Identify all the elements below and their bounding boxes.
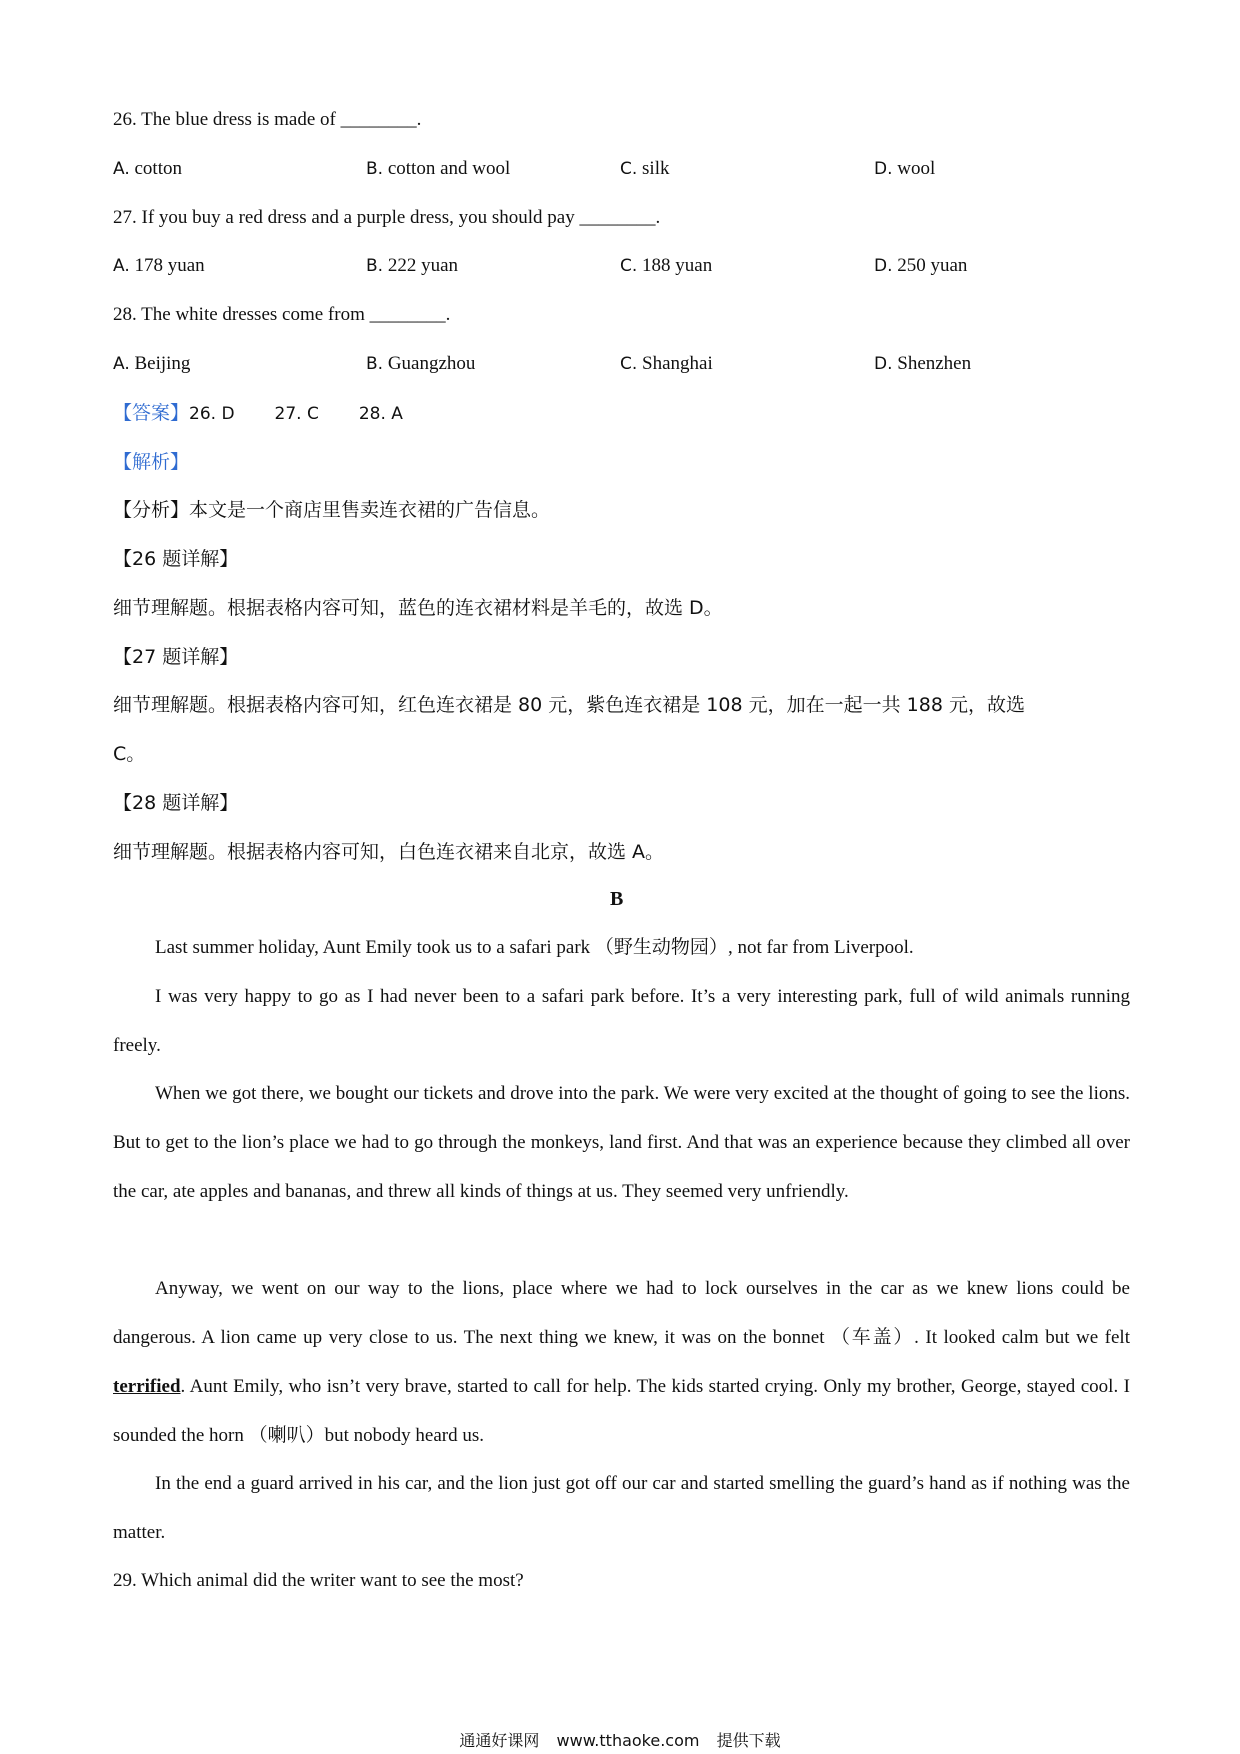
question-27-option-c — [620, 253, 712, 279]
option-text: 250 yuan — [897, 255, 968, 276]
p4-cn-gloss-bonnet: （车盖） — [831, 1326, 915, 1348]
question-26-stem: 26. The blue dress is made of ________. — [113, 109, 422, 130]
p5-text: In the end a guard arrived in his car, and the lion just got off our car and started smelling the guard’s hand as if nothing was the matter. — [113, 1473, 1130, 1543]
option-text: Guangzhou — [387, 353, 476, 374]
passage-paragraph-1 — [113, 923, 1130, 972]
detail-26-heading: 【26 题详解】 — [113, 548, 239, 570]
answer-label: 【答案】 — [113, 402, 190, 424]
option-text: Shenzhen — [897, 353, 972, 374]
answer-item: 28. A — [358, 404, 403, 424]
option-text: cotton and wool — [387, 158, 511, 179]
passage-paragraph-5 — [113, 1459, 1130, 1557]
option-letter: A. — [113, 354, 130, 374]
section-b-title: B — [610, 888, 624, 910]
option-letter: C. — [620, 159, 638, 179]
p2-text: I was very happy to go as I had never been to a safari park before. It’s a very interesting park, full of wild animals running freely. — [113, 986, 1130, 1056]
question-27-option-b — [366, 253, 458, 279]
question-28-option-d — [874, 351, 971, 377]
option-letter: D. — [874, 354, 893, 374]
option-text: 222 yuan — [387, 255, 459, 276]
answer-item: 27. C — [274, 404, 319, 424]
option-text: wool — [897, 158, 936, 179]
question-26-option-c — [620, 156, 669, 182]
option-letter: C. — [620, 354, 638, 374]
question-27-option-a — [113, 253, 205, 279]
option-letter: B. — [366, 159, 384, 179]
question-28-stem: 28. The white dresses come from ________. — [113, 304, 451, 325]
p4-text-a: Anyway, we went on our way to the lions, place where we had to lock ourselves in the car as we knew lions could be dangerous. A lion came up very close to us. The next thing we knew, it was on the bonnet — [113, 1278, 1130, 1348]
option-letter: D. — [874, 256, 893, 276]
option-letter: A. — [113, 256, 130, 276]
answer-item: 26. D — [189, 404, 235, 424]
question-27-option-d — [874, 253, 967, 279]
p4-text-b: . It looked calm but we felt — [914, 1327, 1130, 1348]
summary-label: 【分析】 — [113, 499, 190, 521]
detail-27-continuation: C。 — [113, 743, 146, 765]
footer-site-name: 通通好课网 — [459, 1731, 540, 1750]
p3-text: When we got there, we bought our tickets and drove into the park. We were very excited at the thought of going to see the lions. But to get to the lion’s place we had to go through the monkeys, land first. And that was an experience because they climbed all over the car, ate apples and bananas, and threw all kinds of things at us. They seemed very unfriendly. — [113, 1083, 1130, 1202]
option-letter: D. — [874, 159, 893, 179]
question-29-stem: 29. Which animal did the writer want to see the most? — [113, 1570, 524, 1591]
question-28-option-c — [620, 351, 713, 377]
passage-paragraph-2 — [113, 972, 1130, 1070]
analysis-summary — [113, 497, 550, 523]
detail-27-heading: 【27 题详解】 — [113, 646, 239, 668]
question-26-option-d — [874, 156, 935, 182]
p4-cn-gloss-horn: （喇叭） — [248, 1424, 325, 1446]
option-text: silk — [642, 158, 670, 179]
p4-text-c: . Aunt Emily, who isn’t very brave, started to call for help. The kids started crying. Only my brother, George, stayed cool. I sounded the horn — [113, 1376, 1130, 1446]
detail-27-text: 细节理解题。根据表格内容可知，红色连衣裙是 80 元，紫色连衣裙是 108 元，加在一起一共 188 元，故选 — [113, 694, 1025, 716]
option-letter: B. — [366, 256, 384, 276]
p1-text-b: , not far from Liverpool. — [727, 937, 914, 958]
detail-28-heading: 【28 题详解】 — [113, 792, 239, 814]
passage-paragraph-4 — [113, 1264, 1130, 1460]
question-28-option-a — [113, 351, 190, 377]
p1-cn-gloss: （野生动物园） — [594, 936, 728, 958]
summary-text: 本文是一个商店里售卖连衣裙的广告信息。 — [189, 499, 551, 521]
footer-url[interactable]: www.tthaoke.com — [556, 1731, 700, 1750]
page-footer — [0, 1728, 1240, 1751]
footer-note: 提供下载 — [716, 1731, 781, 1750]
option-text: 178 yuan — [134, 255, 205, 276]
question-27-stem: 27. If you buy a red dress and a purple dress, you should pay ________. — [113, 207, 661, 228]
option-text: 188 yuan — [642, 255, 713, 276]
option-letter: C. — [620, 256, 638, 276]
detail-26-text: 细节理解题。根据表格内容可知，蓝色的连衣裙材料是羊毛的，故选 D。 — [113, 597, 723, 619]
option-text: Shanghai — [642, 353, 713, 374]
question-28-option-b — [366, 351, 475, 377]
p4-text-d: but nobody heard us. — [324, 1425, 485, 1446]
question-26-option-a — [113, 156, 182, 182]
p1-text-a: Last summer holiday, Aunt Emily took us to a safari park — [155, 937, 595, 958]
passage-paragraph-3 — [113, 1069, 1130, 1216]
option-text: Beijing — [134, 353, 191, 374]
option-letter: B. — [366, 354, 384, 374]
p4-underlined-word: terrified — [113, 1376, 181, 1397]
option-text: cotton — [134, 158, 182, 179]
detail-28-text: 细节理解题。根据表格内容可知，白色连衣裙来自北京，故选 A。 — [113, 841, 665, 863]
answer-line — [113, 400, 403, 427]
analysis-label: 【解析】 — [113, 451, 190, 473]
question-26-option-b — [366, 156, 510, 182]
option-letter: A. — [113, 159, 130, 179]
